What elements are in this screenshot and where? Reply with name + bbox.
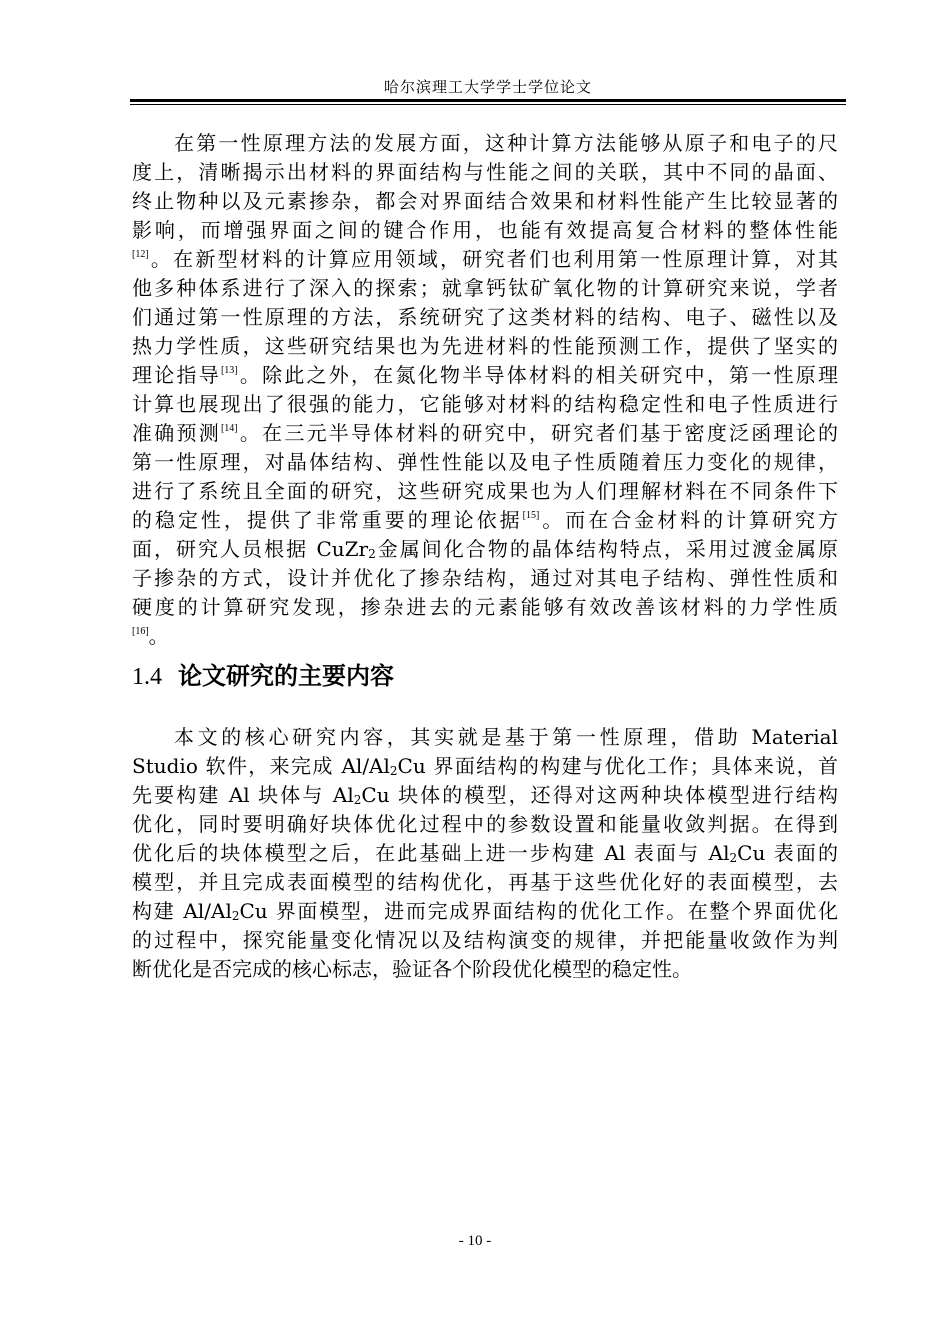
running-header: 哈尔滨理工大学学士学位论文 bbox=[383, 78, 592, 96]
text-run: 模型，并且完成表面模型的结构优化，再基于这些优化好的表面模型，去 bbox=[132, 870, 838, 894]
text-run: 。而在合金材料的计算研究方 bbox=[539, 508, 839, 532]
citation-mark: [13] bbox=[220, 365, 238, 376]
text-run: 。除此之外，在氮化物半导体材料的相关研究中，第一性原理 bbox=[237, 363, 839, 387]
subscript: 2 bbox=[729, 851, 738, 865]
text-run: 的过程中，探究能量变化情况以及结构演变的规律，并把能量收敛作为判 bbox=[132, 928, 838, 952]
paragraph-first-principles bbox=[132, 129, 838, 651]
text-run: 进行了系统且全面的研究，这些研究成果也为人们理解材料在不同条件下 bbox=[132, 479, 838, 503]
text-line bbox=[132, 158, 838, 187]
text-run: 断优化是否完成的核心标志，验证各个阶段优化模型的稳定性。 bbox=[132, 957, 692, 981]
section-title: 论文研究的主要内容 bbox=[178, 662, 394, 690]
text-run: 准确预测 bbox=[132, 421, 221, 445]
header-rule-thin bbox=[130, 104, 846, 105]
section-number: 1.4 bbox=[132, 664, 162, 690]
text-run: 他多种体系进行了深入的探索；就拿钙钛矿氧化物的计算研究来说，学者 bbox=[132, 276, 838, 300]
text-line bbox=[132, 419, 838, 448]
citation-mark: [15] bbox=[522, 510, 540, 521]
text-run: Cu 块体的模型，还得对这两种块体模型进行结构 bbox=[361, 783, 838, 807]
text-line bbox=[132, 781, 838, 810]
subscript: 2 bbox=[231, 909, 240, 923]
text-run: 硬度的计算研究发现，掺杂进去的元素能够有效改善该材料的力学性质 bbox=[132, 595, 838, 619]
text-run: 度上，清晰揭示出材料的界面结构与性能之间的关联，其中不同的晶面、 bbox=[132, 160, 838, 184]
text-line bbox=[132, 187, 838, 216]
text-line bbox=[132, 245, 838, 274]
page-number: - 10 - bbox=[458, 1233, 492, 1249]
text-line bbox=[132, 216, 838, 245]
text-line bbox=[132, 390, 838, 419]
subscript: 2 bbox=[389, 764, 398, 778]
text-run: 金属间化合物的晶体结构特点，采用过渡金属原 bbox=[375, 537, 839, 561]
text-run: 们通过第一性原理的方法，系统研究了这类材料的结构、电子、磁性以及 bbox=[132, 305, 838, 329]
text-run: Cu 界面结构的构建与优化工作；具体来说，首 bbox=[397, 754, 838, 778]
text-run: 。在三元半导体材料的研究中，研究者们基于密度泛函理论的 bbox=[237, 421, 839, 445]
text-run: Studio 软件，来完成 Al/Al bbox=[132, 754, 390, 778]
subscript: 2 bbox=[353, 793, 362, 807]
text-line bbox=[132, 868, 838, 897]
text-line bbox=[132, 535, 838, 564]
text-line bbox=[132, 593, 838, 622]
text-line bbox=[132, 332, 838, 361]
text-line bbox=[132, 723, 838, 752]
text-run: 。在新型材料的计算应用领域，研究者们也利用第一性原理计算，对其 bbox=[148, 247, 838, 271]
text-run: 先要构建 Al 块体与 Al bbox=[132, 783, 354, 807]
text-line bbox=[132, 564, 838, 593]
header-rule-thick bbox=[130, 99, 846, 102]
text-line bbox=[132, 897, 838, 926]
text-run: 面，研究人员根据 CuZr bbox=[132, 537, 369, 561]
text-run: 本文的核心研究内容，其实就是基于第一性原理，借助 Material bbox=[174, 725, 838, 749]
text-run: Cu 表面的 bbox=[737, 841, 838, 865]
text-run: 优化后的块体模型之后，在此基础上进一步构建 Al 表面与 Al bbox=[132, 841, 730, 865]
text-line bbox=[132, 839, 838, 868]
text-line bbox=[132, 448, 838, 477]
text-line bbox=[132, 477, 838, 506]
text-line bbox=[132, 274, 838, 303]
text-run: 构建 Al/Al bbox=[132, 899, 232, 923]
text-run: 计算也展现出了很强的能力，它能够对材料的结构稳定性和电子性质进行 bbox=[132, 392, 838, 416]
text-run: 热力学性质，这些研究结果也为先进材料的性能预测工作，提供了坚实的 bbox=[132, 334, 838, 358]
text-run: 终止物种以及元素掺杂，都会对界面结合效果和材料性能产生比较显著的 bbox=[132, 189, 838, 213]
subscript: 2 bbox=[368, 547, 376, 561]
section-heading bbox=[132, 660, 394, 693]
citation-mark: [14] bbox=[220, 423, 238, 434]
text-line bbox=[132, 506, 838, 535]
text-run: 影响，而增强界面之间的键合作用，也能有效提高复合材料的整体性能 bbox=[132, 218, 838, 242]
text-line bbox=[132, 361, 838, 390]
text-run: 第一性原理，对晶体结构、弹性性能以及电子性质随着压力变化的规律， bbox=[132, 450, 838, 474]
text-run: 在第一性原理方法的发展方面，这种计算方法能够从原子和电子的尺 bbox=[174, 131, 838, 155]
text-run: 子掺杂的方式，设计并优化了掺杂结构，通过对其电子结构、弹性性质和 bbox=[132, 566, 838, 590]
text-line bbox=[132, 926, 838, 955]
paragraph-main-content bbox=[132, 723, 838, 984]
text-run: Cu 界面模型，进而完成界面结构的优化工作。在整个界面优化 bbox=[239, 899, 838, 923]
text-run: 。 bbox=[148, 624, 169, 648]
text-line bbox=[132, 955, 838, 984]
text-line bbox=[132, 303, 838, 332]
text-line bbox=[132, 129, 838, 158]
text-run: 优化，同时要明确好块体优化过程中的参数设置和能量收敛判据。在得到 bbox=[132, 812, 838, 836]
text-line bbox=[132, 810, 838, 839]
citation-mark: [16] bbox=[132, 626, 149, 637]
citation-mark: [12] bbox=[132, 249, 149, 260]
text-run: 的稳定性，提供了非常重要的理论依据 bbox=[132, 508, 523, 532]
text-run: 理论指导 bbox=[132, 363, 221, 387]
text-line bbox=[132, 622, 838, 651]
text-line bbox=[132, 752, 838, 781]
